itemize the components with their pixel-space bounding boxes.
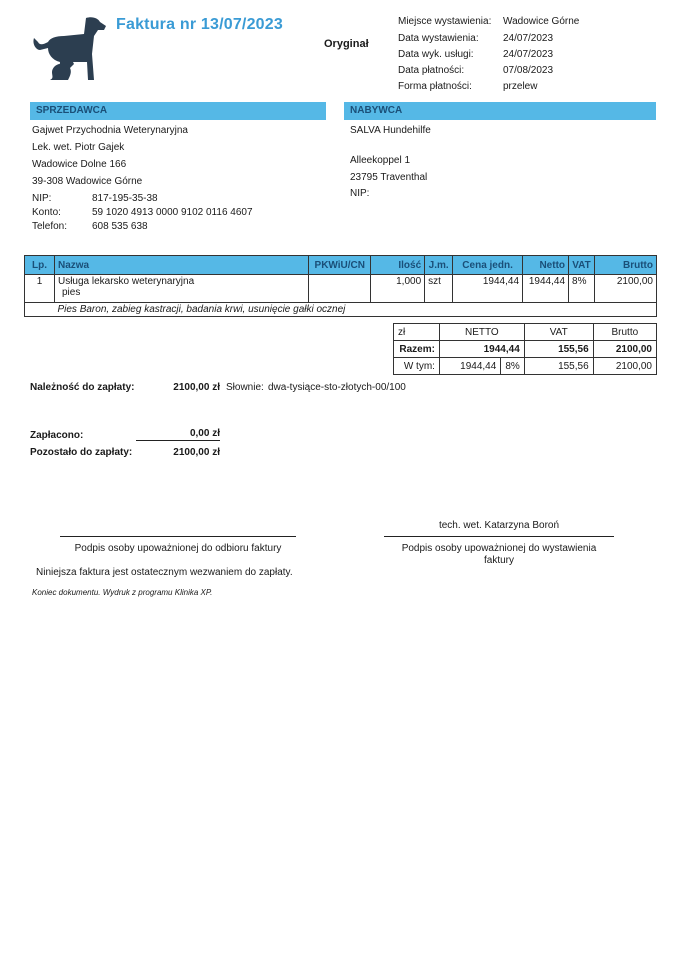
meta-service-date-label: Data wyk. usługi: <box>398 49 474 60</box>
items-table <box>24 255 657 317</box>
summary-wtym-brutto: 2100,00 <box>593 358 656 375</box>
item-ilosc: 1,000 <box>371 275 425 303</box>
remaining-value: 2100,00 zł <box>173 447 220 458</box>
item-cena: 1944,44 <box>453 275 523 303</box>
end-of-document: Koniec dokumentu. Wydruk z programu Klinika XP. <box>32 588 213 597</box>
clinic-logo-dog-cat-icon <box>30 14 108 84</box>
col-vat: VAT <box>569 256 595 275</box>
summary-h-netto: NETTO <box>439 324 524 341</box>
table-row <box>25 275 657 303</box>
seller-nip-label: NIP: <box>32 193 52 204</box>
item-lp: 1 <box>25 275 55 303</box>
original-label: Oryginał <box>324 38 369 50</box>
col-ilosc: Ilość <box>371 256 425 275</box>
left-signature-caption: Podpis osoby upoważnionej do odbioru faktury <box>74 543 282 554</box>
seller-konto: 59 1020 4913 0000 9102 0116 4607 <box>92 207 253 218</box>
buyer-heading: NABYWCA <box>344 102 656 120</box>
seller-telefon-label: Telefon: <box>32 221 68 232</box>
summary-razem-vat: 155,56 <box>524 341 593 358</box>
col-netto: Netto <box>523 256 569 275</box>
seller-konto-label: Konto: <box>32 207 61 218</box>
meta-payment-method-label: Forma płatności: <box>398 81 472 92</box>
seller-person: Lek. wet. Piotr Gajek <box>32 142 125 153</box>
meta-payment-date-value: 07/08/2023 <box>503 65 554 76</box>
items-header-row <box>25 256 657 275</box>
item-vat: 8% <box>569 275 595 303</box>
paid-value: 0,00 zł <box>136 428 220 441</box>
summary-breakdown-row <box>394 358 657 375</box>
summary-header-row <box>394 324 657 341</box>
summary-razem-brutto: 2100,00 <box>593 341 656 358</box>
item-brutto: 2100,00 <box>595 275 657 303</box>
words-value: dwa-tysiące-sto-złotych-00/100 <box>268 382 406 393</box>
summary-wtym-netto: 1944,44 <box>439 358 500 375</box>
words-label: Słownie: <box>226 382 264 393</box>
paid-label: Zapłacono: <box>30 430 84 441</box>
due-label: Należność do zapłaty: <box>30 382 135 393</box>
col-brutto: Brutto <box>595 256 657 275</box>
summary-razem-label: Razem: <box>394 341 440 358</box>
item-pkwiu <box>309 275 371 303</box>
col-jm: J.m. <box>425 256 453 275</box>
summary-wtym-vat: 155,56 <box>524 358 593 375</box>
summary-h-brutto: Brutto <box>593 324 656 341</box>
summary-wtym-label: W tym: <box>394 358 440 375</box>
item-note: Pies Baron, zabieg kastracji, badania krwi, usunięcie gałki ocznej <box>54 303 656 317</box>
right-signer-name: tech. wet. Katarzyna Boroń <box>438 520 560 531</box>
meta-service-date-value: 24/07/2023 <box>503 49 554 60</box>
summary-currency: zł <box>394 324 440 341</box>
col-lp: Lp. <box>25 256 55 275</box>
buyer-name: SALVA Hundehilfe <box>350 125 431 136</box>
seller-nip: 817-195-35-38 <box>92 193 158 204</box>
meta-issue-date-label: Data wystawienia: <box>398 33 479 44</box>
right-signature-caption-2: faktury <box>483 555 514 566</box>
col-pkwiu: PKWiU/CN <box>309 256 371 275</box>
buyer-street: Alleekoppel 1 <box>350 155 411 166</box>
invoice-title: Faktura nr 13/07/2023 <box>116 16 283 33</box>
meta-payment-method-value: przelew <box>503 81 538 92</box>
seller-street: Wadowice Dolne 166 <box>32 159 127 170</box>
remaining-label: Pozostało do zapłaty: <box>30 447 133 458</box>
seller-name: Gajwet Przychodnia Weterynaryjna <box>32 125 188 136</box>
meta-place-value: Wadowice Górne <box>503 16 580 27</box>
right-signature-line <box>384 536 614 537</box>
item-note-row <box>25 303 657 317</box>
summary-h-vat: VAT <box>524 324 593 341</box>
buyer-city: 23795 Traventhal <box>350 172 428 183</box>
summary-total-row <box>394 341 657 358</box>
summary-razem-netto: 1944,44 <box>439 341 524 358</box>
final-notice: Niniejsza faktura jest ostatecznym wezwaniem do zapłaty. <box>36 567 293 578</box>
item-nazwa: Usługa lekarsko weterynaryjna <box>57 276 195 287</box>
meta-payment-date-label: Data płatności: <box>398 65 465 76</box>
item-jm: szt <box>425 275 453 303</box>
seller-city: 39-308 Wadowice Górne <box>32 176 143 187</box>
seller-telefon: 608 535 638 <box>92 221 148 232</box>
summary-table <box>393 323 657 375</box>
buyer-nip-label: NIP: <box>350 188 370 199</box>
due-value: 2100,00 zł <box>173 382 220 393</box>
meta-place-label: Miejsce wystawienia: <box>398 16 492 27</box>
seller-heading: SPRZEDAWCA <box>30 102 326 120</box>
item-netto: 1944,44 <box>523 275 569 303</box>
item-sub: pies <box>61 287 81 298</box>
col-cena: Cena jedn. <box>453 256 523 275</box>
summary-wtym-rate: 8% <box>501 358 524 375</box>
right-signature-caption-1: Podpis osoby upoważnionej do wystawienia <box>401 543 597 554</box>
meta-issue-date-value: 24/07/2023 <box>503 33 554 44</box>
left-signature-line <box>60 536 296 537</box>
col-nazwa: Nazwa <box>54 256 308 275</box>
item-nazwa-cell <box>54 275 308 303</box>
